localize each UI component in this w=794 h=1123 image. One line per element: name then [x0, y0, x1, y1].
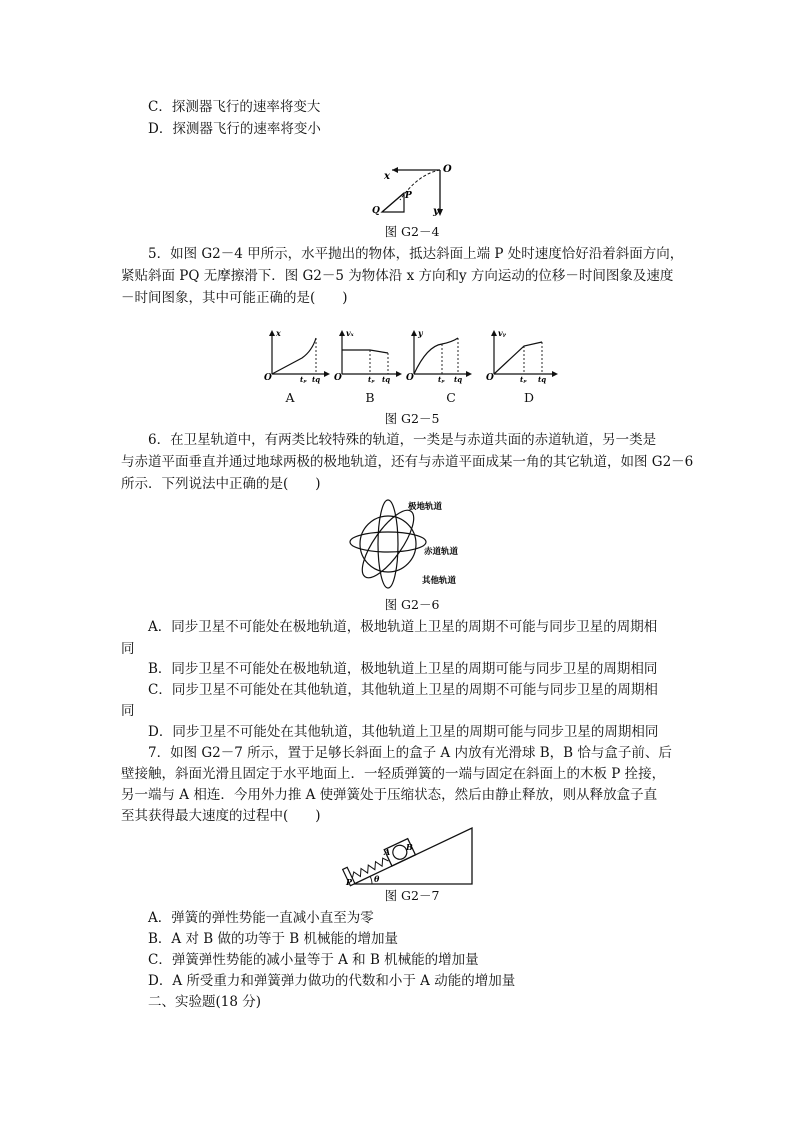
fig5a-t2: tq: [312, 375, 321, 384]
q7-option-c: C．弹簧弹性势能的减小量等于 A 和 B 机械能的增加量: [148, 952, 479, 968]
fig5c-t1: tₚ: [438, 375, 445, 384]
fig5b-t2: tq: [382, 375, 391, 384]
q6-option-b: B．同步卫星不可能处在极地轨道，极地轨道上卫星的周期可能与同步卫星的周期相同: [148, 661, 658, 677]
earth: [360, 516, 416, 572]
q7-option-b: B．A 对 B 做的功等于 B 机械能的增加量: [148, 931, 398, 947]
fig5-panel-b: [334, 328, 402, 384]
fig4-label-q: Q: [372, 206, 380, 216]
fig7-label-a: A: [384, 847, 391, 857]
q6-option-c-1: C．同步卫星不可能处在其他轨道，其他轨道上卫星的周期不可能与同步卫星的周期相: [148, 682, 658, 698]
fig5c-ylabel: y: [418, 328, 423, 338]
fig5-panel-a: [264, 328, 330, 384]
fig-g2-4-caption: 图 G2－4: [384, 224, 440, 239]
fig5-panel-c: [406, 328, 472, 384]
q4-option-c: C．探测器飞行的速率将变大: [148, 99, 321, 115]
fig5-letter-a: A: [285, 390, 295, 405]
fig7-label-p: P: [346, 877, 353, 887]
fig6-label-equatorial: 赤道轨道: [424, 547, 459, 557]
equatorial-orbit: [350, 532, 426, 552]
fig-g2-7-caption: 图 G2－7: [384, 888, 440, 903]
q7-line-3: 另一端与 A 相连．今用外力推 A 使弹簧处于压缩状态，然后由静止释放，则从释放盒子直: [121, 787, 658, 803]
fig4-label-o: O: [443, 164, 452, 175]
fig5a-origin: O: [264, 373, 272, 383]
q6-line-1: 6．在卫星轨道中，有两类比较特殊的轨道，一类是与赤道共面的赤道轨道，另一类是: [148, 432, 657, 448]
figure-g2-7: [340, 822, 480, 886]
fig4-label-y: y: [433, 206, 439, 217]
fig5d-ylabel: vᵧ: [498, 328, 506, 338]
fig5-letter-d: D: [523, 390, 535, 405]
q4-option-d: D．探测器飞行的速率将变小: [148, 121, 321, 137]
figure-g2-5: [262, 326, 572, 384]
fig5-panel-d: [486, 328, 558, 384]
fig5b-ylabel: vₓ: [346, 328, 354, 338]
q7-line-2: 壁接触，斜面光滑且固定于水平地面上．一轻质弹簧的一端与固定在斜面上的木板 P 拴接，: [121, 766, 666, 782]
q6-option-a-1: A．同步卫星不可能处在极地轨道，极地轨道上卫星的周期不可能与同步卫星的周期相: [148, 619, 658, 635]
fig5b-t1: tₚ: [368, 375, 375, 384]
fig-g2-5-caption: 图 G2－5: [384, 411, 440, 426]
fig5c-origin: O: [406, 373, 414, 383]
q7-option-d: D．A 所受重力和弹簧弹力做功的代数和小于 A 动能的增加量: [148, 973, 516, 989]
fig5-letter-c: C: [446, 390, 456, 405]
fig4-label-x: x: [384, 171, 390, 182]
fig5d-t2: tq: [538, 375, 547, 384]
q6-line-2: 与赤道平面垂直并通过地球两极的极地轨道，还有与赤道平面成某一角的其它轨道，如图 G2－6: [121, 454, 694, 470]
q6-line-3: 所示．下列说法中正确的是( ): [121, 476, 321, 492]
fig7-label-theta: θ: [374, 874, 380, 884]
q7-option-a: A．弹簧的弹性势能一直减小直至为零: [148, 910, 374, 926]
q6-option-d: D．同步卫星不可能处在其他轨道，其他轨道上卫星的周期可能与同步卫星的周期相同: [148, 724, 659, 740]
fig4-label-p: P: [405, 191, 412, 201]
fig5a-t1: tₚ: [300, 375, 307, 384]
fig6-label-other: 其他轨道: [422, 576, 457, 586]
q5-line-1: 5．如图 G2－4 甲所示，水平抛出的物体，抵达斜面上端 P 处时速度恰好沿着斜面方向，: [148, 246, 684, 262]
fig5-letter-b: B: [365, 390, 375, 405]
fig6-label-polar: 极地轨道: [408, 502, 443, 512]
q7-line-1: 7．如图 G2－7 所示，置于足够长斜面上的盒子 A 内放有光滑球 B，B 恰与盒子前、后: [148, 745, 672, 761]
fig5d-t1: tₚ: [520, 375, 527, 384]
fig-g2-6-caption: 图 G2－6: [384, 597, 440, 612]
q7-line-4: 至其获得最大速度的过程中( ): [121, 808, 321, 824]
fig5a-ylabel: x: [276, 328, 281, 338]
fig5c-t2: tq: [454, 375, 463, 384]
section-2-heading: 二、实验题(18 分): [148, 994, 262, 1010]
q5-line-3: －时间图象，其中可能正确的是( ): [121, 290, 348, 306]
q5-line-2: 紧贴斜面 PQ 无摩擦滑下．图 G2－5 为物体沿 x 方向和y 方向运动的位移－时间图象及速度: [121, 268, 674, 284]
polar-orbit: [378, 500, 398, 588]
figure-g2-6: [346, 494, 486, 594]
q6-option-a-2: 同: [121, 641, 135, 657]
fig5d-origin: O: [486, 373, 494, 383]
figure-g2-4: [360, 160, 460, 222]
q6-option-c-2: 同: [121, 703, 135, 719]
fig5b-origin: O: [334, 373, 342, 383]
fig7-label-b: B: [406, 842, 413, 852]
